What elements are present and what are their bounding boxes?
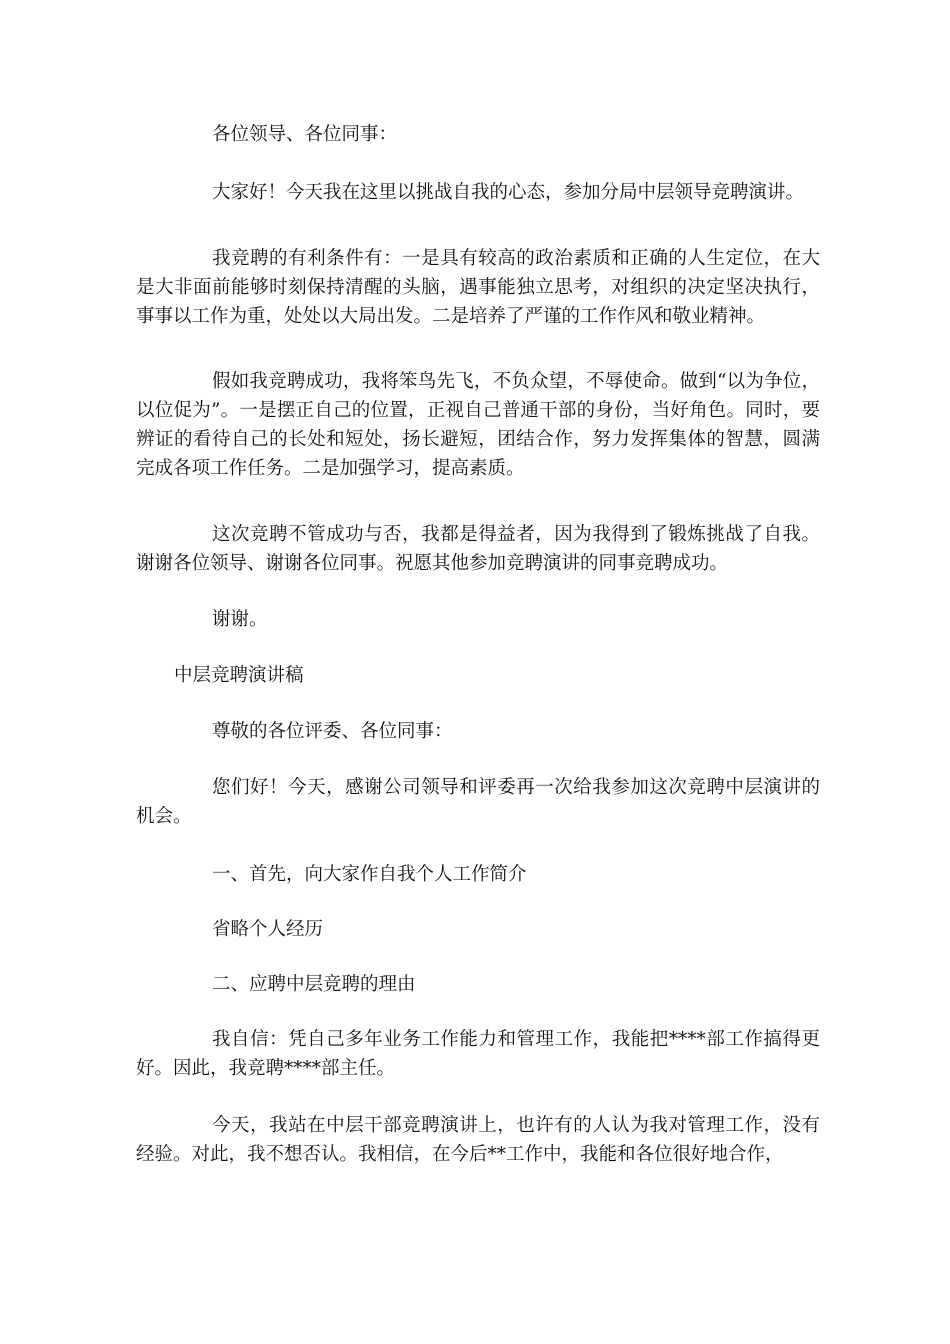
paragraph-if-successful: 假如我竞聘成功，我将笨鸟先飞，不负众望，不辱使命。做到“以为争位，以位促为”。一是摆正自己的位置，正视自己普通干部的身份，当好角色。同时，要辨证的看待自己的长处和短处，扬长避短，团结合作，努力发挥集体的智慧，圆满完成各项工作任务。二是加强学习，提高素质。 <box>136 371 820 479</box>
salutation: 各位领导、各位同事： <box>212 124 398 145</box>
paragraph-confidence: 我自信：凭自己多年业务工作能力和管理工作，我能把****部工作搞得更好。因此，我竞聘****部主任。 <box>136 1029 820 1079</box>
paragraph-advantages: 我竞聘的有利条件有：一是具有较高的政治素质和正确的人生定位，在大是大非面前能够时刻保持清醒的头脑，遇事能独立思考，对组织的决定坚决执行，事事以工作为重，处处以大局出发。二是培养了严谨的工作作风和敬业精神。 <box>136 248 820 327</box>
paragraph-today: 今天，我站在中层干部竞聘演讲上，也许有的人认为我对管理工作，没有经验。对此，我不想否认。我相信，在今后**工作中，我能和各位很好地合作， <box>136 1115 820 1165</box>
paragraph-hello: 您们好！今天，感谢公司领导和评委再一次给我参加这次竞聘中层演讲的机会。 <box>136 777 820 827</box>
speech-title: 中层竞聘演讲稿 <box>174 665 304 686</box>
section-heading-intro: 一、首先，向大家作自我个人工作简介 <box>212 864 527 885</box>
salutation-judges: 尊敬的各位评委、各位同事： <box>212 721 453 742</box>
paragraph-greeting: 大家好！今天我在这里以挑战自我的心态，参加分局中层领导竞聘演讲。 <box>212 182 805 203</box>
section-heading-reasons: 二、应聘中层竞聘的理由 <box>212 974 416 995</box>
paragraph-omitted: 省略个人经历 <box>212 919 324 940</box>
paragraph-regardless: 这次竞聘不管成功与否，我都是得益者，因为我得到了锻炼挑战了自我。谢谢各位领导、谢谢各位同事。祝愿其他参加竞聘演讲的同事竞聘成功。 <box>136 524 820 574</box>
paragraph-thanks: 谢谢。 <box>212 609 268 630</box>
